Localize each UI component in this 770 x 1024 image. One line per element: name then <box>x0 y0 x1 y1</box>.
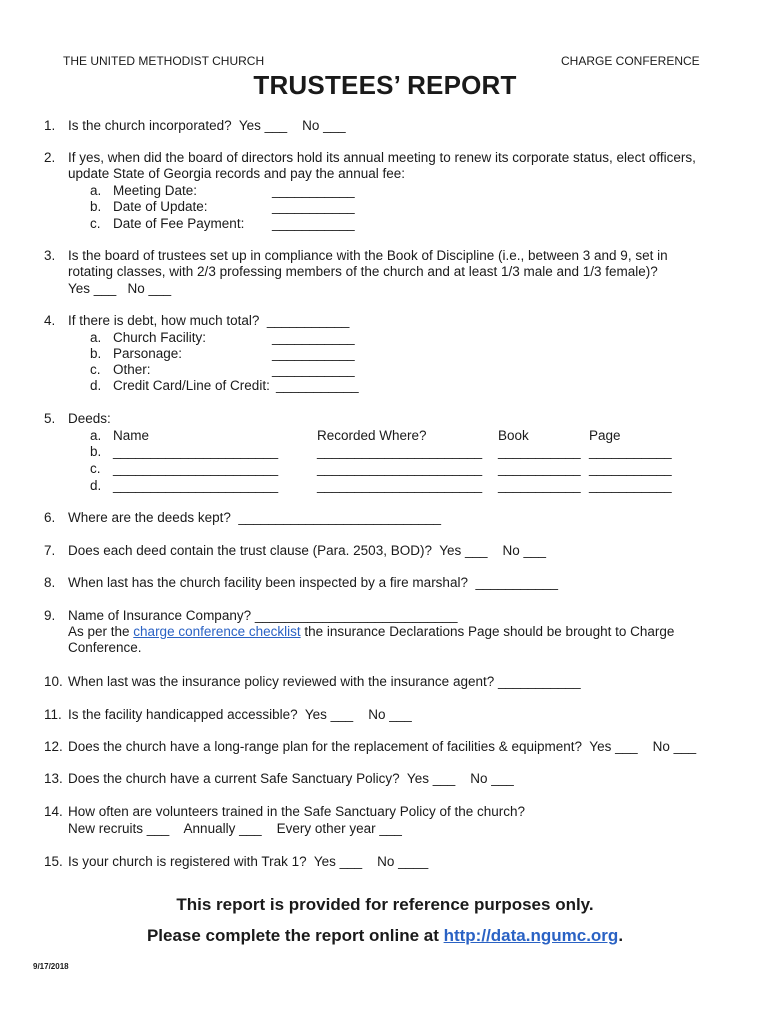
data-ngumc-link[interactable]: http://data.ngumc.org <box>443 926 619 945</box>
q2-b-label: b. <box>90 199 102 214</box>
q3-number: 3. <box>44 248 56 263</box>
q5-c-label: c. <box>90 461 101 476</box>
q4-line1: If there is debt, how much total? ___________ <box>68 313 350 328</box>
header-church-name: THE UNITED METHODIST CHURCH <box>63 54 265 68</box>
q5-b-page-blank: ___________ <box>589 444 672 459</box>
q2-c-blank: ___________ <box>272 216 355 231</box>
q9-line3: Conference. <box>68 640 142 655</box>
q5-d-page-blank: ___________ <box>589 478 672 493</box>
q11-text: Is the facility handicapped accessible? Yes ___ No ___ <box>68 707 412 722</box>
reference-notice: This report is provided for reference purposes only. <box>176 895 594 914</box>
q2-a-label: a. <box>90 183 102 198</box>
q5-b-name-blank: ______________________ <box>113 444 279 459</box>
q5-col-recorded: Recorded Where? <box>317 428 427 443</box>
q4-c-label: c. <box>90 362 101 377</box>
q6-number: 6. <box>44 510 56 525</box>
charge-conference-checklist-link[interactable]: charge conference checklist <box>133 624 301 639</box>
revision-date: 9/17/2018 <box>33 962 69 971</box>
q5-col-page: Page <box>589 428 621 443</box>
q2-b-text: Date of Update: <box>113 199 208 214</box>
q8-text: When last has the church facility been inspected by a fire marshal? ___________ <box>68 575 559 590</box>
q5-col-name: Name <box>113 428 150 443</box>
online-notice-post: . <box>618 926 624 945</box>
q4-a-text: Church Facility: <box>113 330 207 345</box>
q4-b-label: b. <box>90 346 102 361</box>
q4-number: 4. <box>44 313 56 328</box>
q5-line1: Deeds: <box>68 411 111 426</box>
q5-col-book: Book <box>498 428 529 443</box>
q4-a-label: a. <box>90 330 102 345</box>
q5-c-page-blank: ___________ <box>589 461 672 476</box>
q15-number: 15. <box>44 854 63 869</box>
q4-a-blank: ___________ <box>272 330 355 345</box>
q5-c-recorded-blank: ______________________ <box>317 461 483 476</box>
q2-number: 2. <box>44 150 56 165</box>
q9-line1: Name of Insurance Company? ___________________________ <box>68 608 458 623</box>
q3-line2: rotating classes, with 2/3 professing members of the church and at least 1/3 male and 1/3 female)? <box>68 264 658 279</box>
q2-c-text: Date of Fee Payment: <box>113 216 245 231</box>
q2-a-blank: ___________ <box>272 183 355 198</box>
q4-b-text: Parsonage: <box>113 346 183 361</box>
q12-number: 12. <box>44 739 63 754</box>
q10-number: 10. <box>44 674 63 689</box>
q5-number: 5. <box>44 411 56 426</box>
q11-number: 11. <box>44 707 62 722</box>
q2-line2: update State of Georgia records and pay the annual fee: <box>68 166 405 181</box>
q7-number: 7. <box>44 543 56 558</box>
q9-line2-pre: As per the <box>68 624 134 639</box>
q2-b-blank: ___________ <box>272 199 355 214</box>
q3-line3: Yes ___ No ___ <box>68 281 172 296</box>
q13-text: Does the church have a current Safe Sanctuary Policy? Yes ___ No ___ <box>68 771 514 786</box>
q2-c-label: c. <box>90 216 101 231</box>
q8-number: 8. <box>44 575 56 590</box>
q5-c-name-blank: ______________________ <box>113 461 279 476</box>
page-title: TRUSTEES’ REPORT <box>253 70 517 100</box>
q4-d-text: Credit Card/Line of Credit: <box>113 378 270 393</box>
q3-line1: Is the board of trustees set up in compliance with the Book of Discipline (i.e., between 3 and 9, set in <box>68 248 668 263</box>
q5-d-label: d. <box>90 478 102 493</box>
q7-text: Does each deed contain the trust clause (Para. 2503, BOD)? Yes ___ No ___ <box>68 543 547 558</box>
q14-line1: How often are volunteers trained in the Safe Sanctuary Policy of the church? <box>68 804 526 819</box>
online-notice-pre: Please complete the report online at <box>146 926 444 945</box>
q14-number: 14. <box>44 804 63 819</box>
q5-d-recorded-blank: ______________________ <box>317 478 483 493</box>
q4-d-blank: ___________ <box>276 378 359 393</box>
q15-text: Is your church is registered with Trak 1? Yes ___ No ____ <box>68 854 429 869</box>
q9-line2-post: the insurance Declarations Page should be brought to Charge <box>300 624 675 639</box>
header-conference: CHARGE CONFERENCE <box>561 54 700 68</box>
q4-c-text: Other: <box>113 362 151 377</box>
q12-text: Does the church have a long-range plan for the replacement of facilities & equipment? Yes ___ No ___ <box>68 739 697 754</box>
q5-d-book-blank: ___________ <box>498 478 581 493</box>
q5-d-name-blank: ______________________ <box>113 478 279 493</box>
q2-a-text: Meeting Date: <box>113 183 198 198</box>
q4-b-blank: ___________ <box>272 346 355 361</box>
q5-c-book-blank: ___________ <box>498 461 581 476</box>
q4-c-blank: ___________ <box>272 362 355 377</box>
online-notice <box>0 926 770 946</box>
q10-text: When last was the insurance policy reviewed with the insurance agent? ___________ <box>68 674 581 689</box>
q2-line1: If yes, when did the board of directors hold its annual meeting to renew its corporate status, elect officers, <box>68 150 696 165</box>
q5-b-label: b. <box>90 444 102 459</box>
q5-b-book-blank: ___________ <box>498 444 581 459</box>
q5-a-label: a. <box>90 428 102 443</box>
q6-text: Where are the deeds kept? ___________________________ <box>68 510 442 525</box>
q5-b-recorded-blank: ______________________ <box>317 444 483 459</box>
q1-text: Is the church incorporated? Yes ___ No ___ <box>68 118 346 133</box>
q1-number: 1. <box>44 118 56 133</box>
q13-number: 13. <box>44 771 63 786</box>
q9-line2 <box>68 624 674 640</box>
q4-d-label: d. <box>90 378 102 393</box>
q14-line2: New recruits ___ Annually ___ Every other year ___ <box>68 821 402 836</box>
q9-number: 9. <box>44 608 56 623</box>
